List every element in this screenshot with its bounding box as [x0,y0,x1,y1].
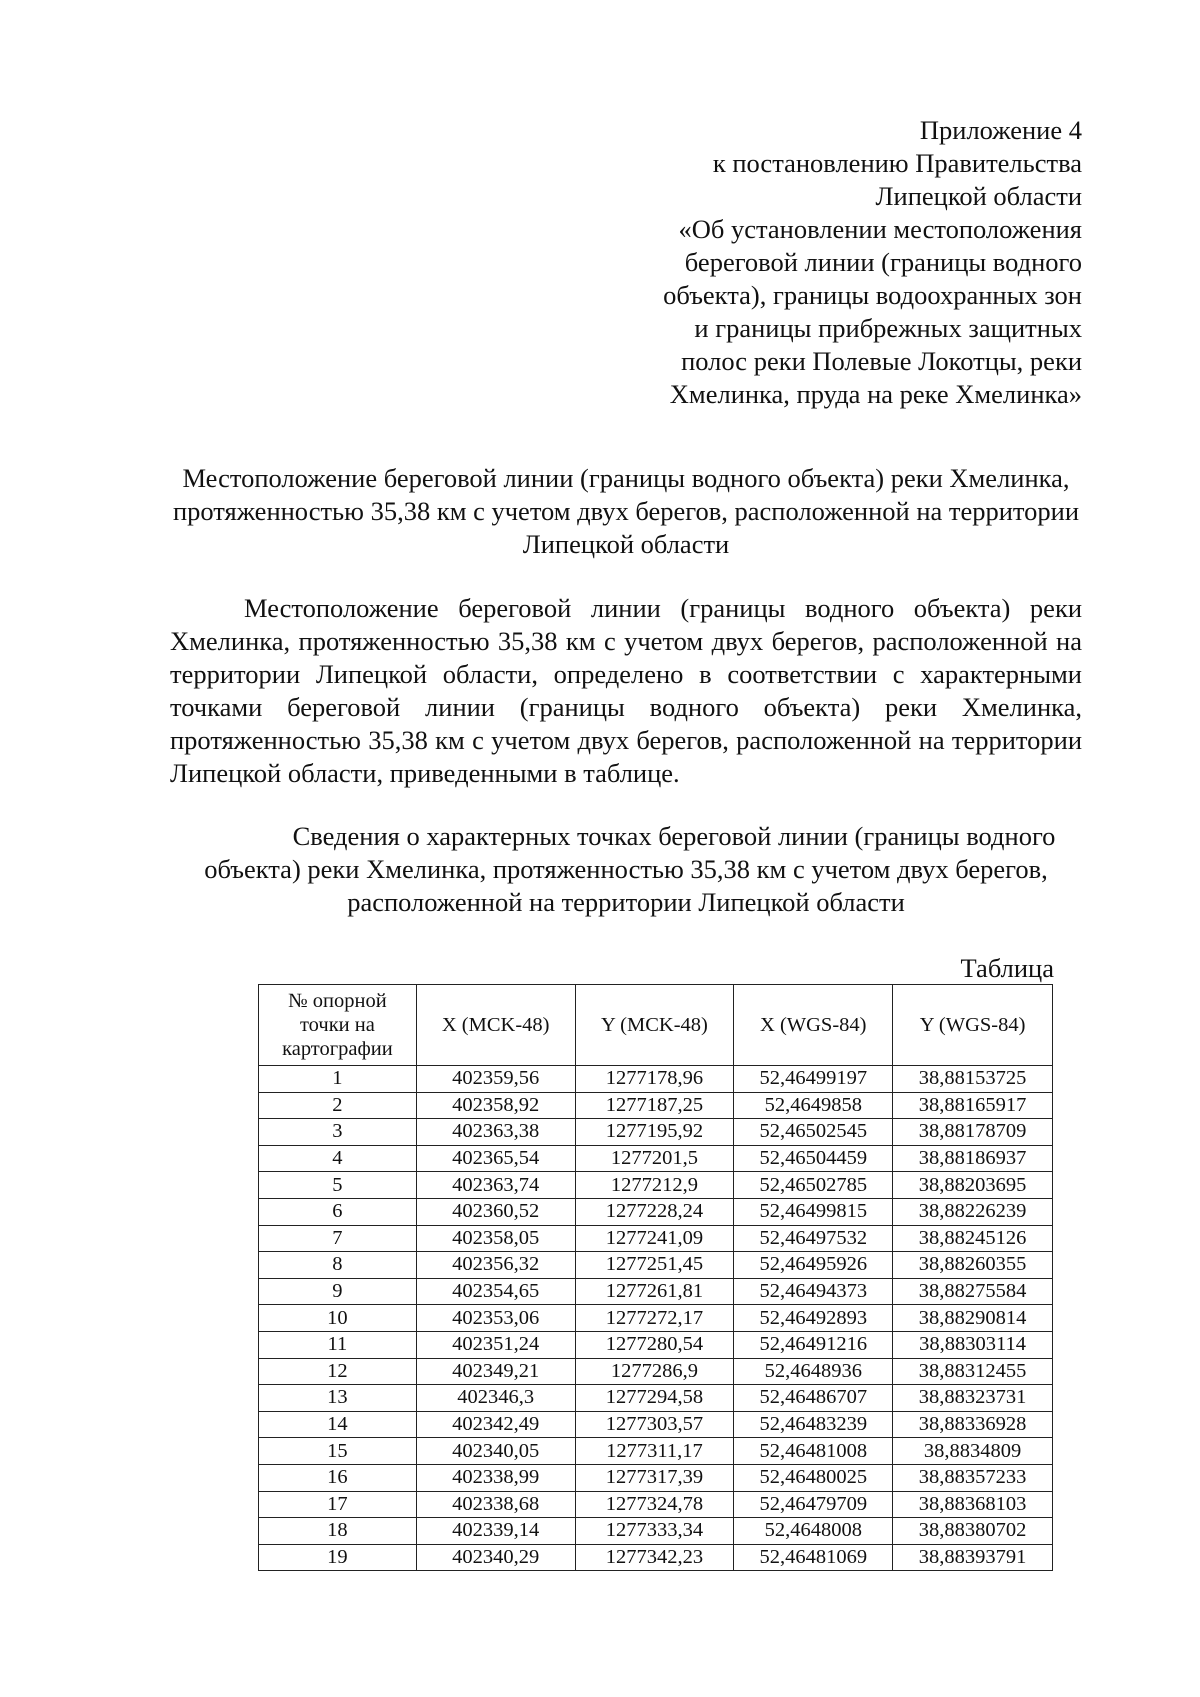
cell-x-msk: 402356,32 [416,1252,575,1279]
cell-x-wgs: 52,46499197 [734,1066,893,1093]
table-row [259,1092,1053,1119]
caption-line: Сведения о характерных точках береговой линии (границы водного [292,821,1056,851]
cell-x-msk: 402340,05 [416,1438,575,1465]
header-y-wgs: Y (WGS-84) [893,985,1053,1066]
cell-x-wgs: 52,46480025 [734,1464,893,1491]
cell-y-msk: 1277311,17 [575,1438,734,1465]
annex-header [663,114,1082,411]
cell-y-msk: 1277333,34 [575,1518,734,1545]
body-paragraph [170,592,1082,790]
table-row [259,1491,1053,1518]
cell-x-wgs: 52,46491216 [734,1331,893,1358]
cell-x-wgs: 52,46483239 [734,1411,893,1438]
caption-line: расположенной на территории Липецкой области [347,887,905,917]
cell-point-number: 12 [259,1358,417,1385]
cell-point-number: 11 [259,1331,417,1358]
cell-y-wgs: 38,88380702 [893,1518,1053,1545]
table-row [259,1198,1053,1225]
header-point-line: № опорной [288,990,387,1012]
cell-x-msk: 402338,68 [416,1491,575,1518]
cell-point-number: 13 [259,1385,417,1412]
cell-x-msk: 402342,49 [416,1411,575,1438]
annex-line: «Об установлении местоположения [678,214,1082,244]
cell-x-wgs: 52,46494373 [734,1278,893,1305]
cell-x-wgs: 52,4648936 [734,1358,893,1385]
cell-y-wgs: 38,88303114 [893,1331,1053,1358]
cell-x-wgs: 52,46495926 [734,1252,893,1279]
cell-x-wgs: 52,46502545 [734,1119,893,1146]
cell-y-wgs: 38,88153725 [893,1066,1053,1093]
cell-point-number: 6 [259,1198,417,1225]
cell-point-number: 14 [259,1411,417,1438]
table-label: Таблица [960,953,1054,983]
paragraph-line: территории Липецкой области, определено в соответствии с характерными [170,659,1082,689]
cell-y-wgs: 38,88226239 [893,1198,1053,1225]
coordinates-table [258,984,1053,1571]
cell-y-msk: 1277241,09 [575,1225,734,1252]
cell-x-msk: 402340,29 [416,1544,575,1571]
annex-line: к постановлению Правительства [712,148,1082,178]
cell-x-wgs: 52,46486707 [734,1385,893,1412]
cell-y-wgs: 38,88357233 [893,1464,1053,1491]
header-x-msk: X (MCK-48) [416,985,575,1066]
cell-x-msk: 402346,3 [416,1385,575,1412]
cell-x-wgs: 52,46481069 [734,1544,893,1571]
table-row [259,1438,1053,1465]
cell-x-wgs: 52,46504459 [734,1145,893,1172]
cell-y-msk: 1277324,78 [575,1491,734,1518]
cell-y-wgs: 38,88393791 [893,1544,1053,1571]
paragraph-line: Липецкой области, приведенными в таблице. [170,758,680,788]
table-row [259,1464,1053,1491]
cell-x-msk: 402338,99 [416,1464,575,1491]
paragraph-line: протяженностью 35,38 км с учетом двух берегов, расположенной на территории [170,725,1082,755]
cell-point-number: 7 [259,1225,417,1252]
cell-x-msk: 402365,54 [416,1145,575,1172]
annex-line: полос реки Полевые Локотцы, реки [681,346,1082,376]
annex-line: береговой линии (границы водного [684,247,1082,277]
cell-x-wgs: 52,4649858 [734,1092,893,1119]
annex-line: Липецкой области [875,181,1082,211]
cell-x-msk: 402363,74 [416,1172,575,1199]
table-row [259,1385,1053,1412]
annex-line: Хмелинка, пруда на реке Хмелинка» [669,379,1082,409]
cell-y-msk: 1277201,5 [575,1145,734,1172]
cell-x-msk: 402363,38 [416,1119,575,1146]
paragraph-line: Местоположение береговой линии (границы водного объекта) реки [244,593,1082,623]
cell-y-wgs: 38,88245126 [893,1225,1053,1252]
cell-x-msk: 402353,06 [416,1305,575,1332]
cell-y-wgs: 38,8834809 [893,1438,1053,1465]
cell-x-msk: 402360,52 [416,1198,575,1225]
cell-y-wgs: 38,88165917 [893,1092,1053,1119]
table-row [259,1172,1053,1199]
title-line: Местоположение береговой линии (границы водного объекта) реки Хмелинка, [182,463,1070,493]
table-row [259,1119,1053,1146]
cell-y-msk: 1277294,58 [575,1385,734,1412]
header-point-line: точки на [299,1014,375,1036]
cell-y-msk: 1277187,25 [575,1092,734,1119]
cell-point-number: 16 [259,1464,417,1491]
paragraph-line: Хмелинка, протяженностью 35,38 км с учетом двух берегов, расположенной на [170,626,1082,656]
cell-point-number: 5 [259,1172,417,1199]
table-row [259,1305,1053,1332]
annex-line: и границы прибрежных защитных [694,313,1082,343]
header-point-line: картографии [282,1038,393,1060]
header-x-wgs: X (WGS-84) [734,985,893,1066]
table-row [259,1411,1053,1438]
cell-x-msk: 402351,24 [416,1331,575,1358]
header-y-msk: Y (MCK-48) [575,985,734,1066]
cell-y-wgs: 38,88203695 [893,1172,1053,1199]
table-row [259,1252,1053,1279]
paragraph-line: точками береговой линии (границы водного объекта) реки Хмелинка, [170,692,1082,722]
cell-point-number: 17 [259,1491,417,1518]
cell-y-msk: 1277195,92 [575,1119,734,1146]
cell-point-number: 18 [259,1518,417,1545]
cell-y-wgs: 38,88312455 [893,1358,1053,1385]
caption-line: объекта) реки Хмелинка, протяженностью 35,38 км с учетом двух берегов, [204,854,1048,884]
title-line: Липецкой области [522,529,730,559]
cell-y-wgs: 38,88336928 [893,1411,1053,1438]
cell-x-wgs: 52,46502785 [734,1172,893,1199]
cell-y-msk: 1277317,39 [575,1464,734,1491]
annex-line: Приложение 4 [919,115,1082,145]
cell-x-wgs: 52,46492893 [734,1305,893,1332]
cell-point-number: 10 [259,1305,417,1332]
cell-y-wgs: 38,88368103 [893,1491,1053,1518]
cell-y-msk: 1277342,23 [575,1544,734,1571]
table-header-row [259,985,1053,1066]
cell-y-msk: 1277228,24 [575,1198,734,1225]
cell-x-msk: 402359,56 [416,1066,575,1093]
cell-x-wgs: 52,46499815 [734,1198,893,1225]
cell-x-wgs: 52,46481008 [734,1438,893,1465]
cell-x-msk: 402349,21 [416,1358,575,1385]
table-row [259,1066,1053,1093]
cell-x-msk: 402358,92 [416,1092,575,1119]
cell-point-number: 1 [259,1066,417,1093]
cell-y-msk: 1277286,9 [575,1358,734,1385]
header-point-number [259,985,417,1066]
table-row [259,1278,1053,1305]
table-row [259,1225,1053,1252]
table-row [259,1518,1053,1545]
cell-y-msk: 1277280,54 [575,1331,734,1358]
cell-x-msk: 402358,05 [416,1225,575,1252]
cell-x-wgs: 52,46497532 [734,1225,893,1252]
annex-line: объекта), границы водоохранных зон [663,280,1082,310]
cell-x-wgs: 52,46479709 [734,1491,893,1518]
table-row [259,1145,1053,1172]
cell-y-msk: 1277272,17 [575,1305,734,1332]
cell-point-number: 3 [259,1119,417,1146]
title-line: протяженностью 35,38 км с учетом двух берегов, расположенной на территории [172,496,1080,526]
table-body [259,1066,1053,1571]
cell-y-wgs: 38,88323731 [893,1385,1053,1412]
cell-y-msk: 1277251,45 [575,1252,734,1279]
table-row [259,1544,1053,1571]
cell-y-msk: 1277261,81 [575,1278,734,1305]
cell-x-wgs: 52,4648008 [734,1518,893,1545]
cell-point-number: 15 [259,1438,417,1465]
cell-point-number: 4 [259,1145,417,1172]
table-row [259,1358,1053,1385]
cell-y-wgs: 38,88178709 [893,1119,1053,1146]
cell-point-number: 19 [259,1544,417,1571]
cell-y-msk: 1277212,9 [575,1172,734,1199]
table-caption [170,820,1082,919]
cell-y-wgs: 38,88186937 [893,1145,1053,1172]
cell-point-number: 2 [259,1092,417,1119]
cell-y-msk: 1277303,57 [575,1411,734,1438]
cell-point-number: 8 [259,1252,417,1279]
cell-x-msk: 402354,65 [416,1278,575,1305]
table-row [259,1331,1053,1358]
cell-point-number: 9 [259,1278,417,1305]
cell-y-wgs: 38,88290814 [893,1305,1053,1332]
cell-y-msk: 1277178,96 [575,1066,734,1093]
cell-y-wgs: 38,88260355 [893,1252,1053,1279]
cell-y-wgs: 38,88275584 [893,1278,1053,1305]
cell-x-msk: 402339,14 [416,1518,575,1545]
document-title [170,462,1082,561]
